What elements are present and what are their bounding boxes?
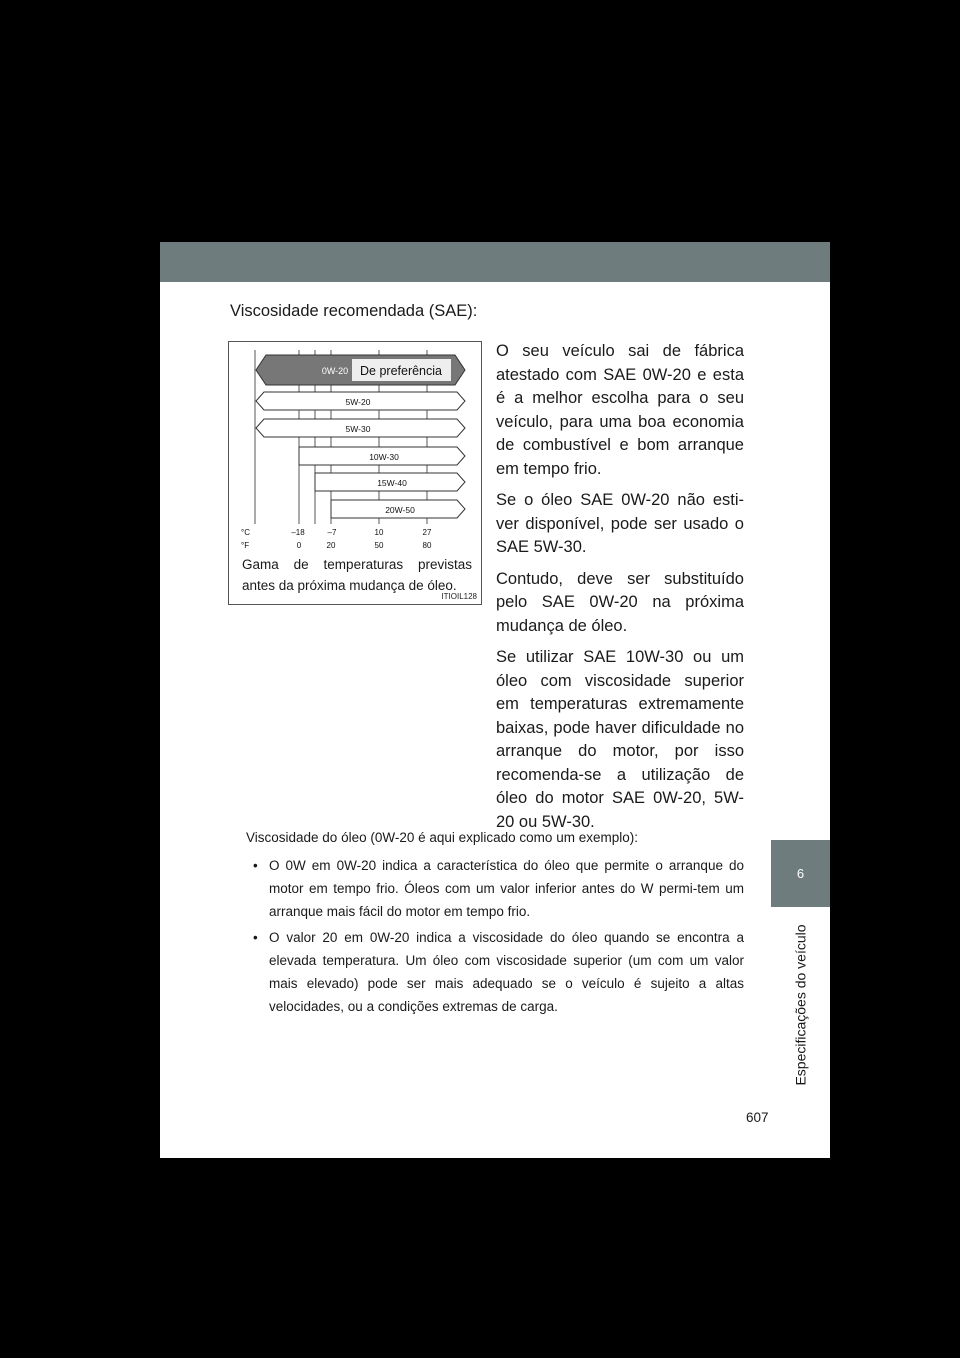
bar-label: 5W-30: [345, 424, 371, 434]
header-band: [160, 242, 830, 282]
bar-10w-30: [299, 447, 465, 465]
bullet: •: [253, 930, 258, 945]
body-paragraph: Se o óleo SAE 0W-20 não esti-ver disponível, pode ser usado o SAE 5W-30.: [496, 491, 744, 556]
viscosity-chart: [229, 342, 483, 552]
fahrenheit-tick: 50: [374, 541, 384, 550]
figure-code: ITIOIL128: [441, 592, 477, 601]
bullet: •: [253, 858, 258, 873]
chapter-tab: [771, 840, 830, 907]
fahrenheit-tick: 0: [296, 541, 302, 550]
celsius-tick: 10: [374, 528, 384, 537]
bar-5w-20: [256, 392, 465, 410]
notes-list: [246, 854, 744, 1018]
chapter-label: Especificações do veículo: [793, 924, 809, 1086]
list-item: [246, 854, 744, 923]
notes-section: [246, 826, 744, 1021]
chapter-number: 6: [796, 866, 805, 881]
fahrenheit-unit: °F: [241, 541, 250, 550]
figure-caption: Gama de temperaturas previstas antes da próxima mudança de óleo.: [242, 557, 472, 593]
chapter-label-container: [786, 915, 816, 1095]
preferred-label: De preferência: [360, 364, 442, 378]
body-paragraph: Se utilizar SAE 10W-30 ou um óleo com viscosidade superior em temperaturas extremamente baixas, pode haver dificuldade no arranque do motor, por isso recomenda-se a utilização de óleo do motor SAE 0W-20, 5W-20 ou 5W-30.: [496, 648, 744, 831]
body-text: [496, 340, 744, 842]
bar-0w-20: [256, 355, 465, 385]
bar-label: 20W-50: [385, 505, 415, 515]
list-item: [246, 926, 744, 1018]
body-paragraph: O seu veículo sai de fábrica atestado com SAE 0W-20 e esta é a melhor escolha para o seu veículo, para uma boa economia de combustível e bom arranque em tempo frio.: [496, 342, 744, 478]
bar-label: 0W-20: [321, 366, 349, 376]
celsius-tick: 27: [422, 528, 432, 537]
bar-20w-50: [331, 500, 465, 518]
bar-label: 5W-20: [345, 397, 371, 407]
bar-15w-40: [315, 473, 465, 491]
bar-label: 15W-40: [377, 478, 407, 488]
celsius-tick: –7: [327, 528, 337, 537]
note-text: O 0W em 0W-20 indica a característica do óleo que permite o arranque do motor em tempo frio. Óleos com um valor inferior antes do W permi-tem um arranque mais fácil do motor em tempo frio.: [269, 858, 744, 919]
note-text: O valor 20 em 0W-20 indica a viscosidade do óleo quando se encontra a elevada temperatura. Um óleo com viscosidade superior (um com um valor mais elevado) pode ser mais adequado se o veículo é sujeito a altas velocidades, ou a condições extremas de carga.: [269, 930, 744, 1014]
celsius-tick: –18: [291, 528, 305, 537]
notes-intro: Viscosidade do óleo (0W-20 é aqui explicado como um exemplo):: [246, 830, 638, 845]
fahrenheit-tick: 20: [326, 541, 336, 550]
body-paragraph: Contudo, deve ser substituído pelo SAE 0W-20 na próxima mudança de óleo.: [496, 569, 744, 635]
fahrenheit-tick: 80: [422, 541, 432, 550]
bar-label: 10W-30: [369, 452, 399, 462]
bar-5w-30: [256, 419, 465, 437]
celsius-unit: °C: [241, 528, 250, 537]
viscosity-figure: [228, 341, 482, 605]
section-heading: Viscosidade recomendada (SAE):: [230, 302, 478, 320]
page-number: 607: [746, 1110, 769, 1125]
